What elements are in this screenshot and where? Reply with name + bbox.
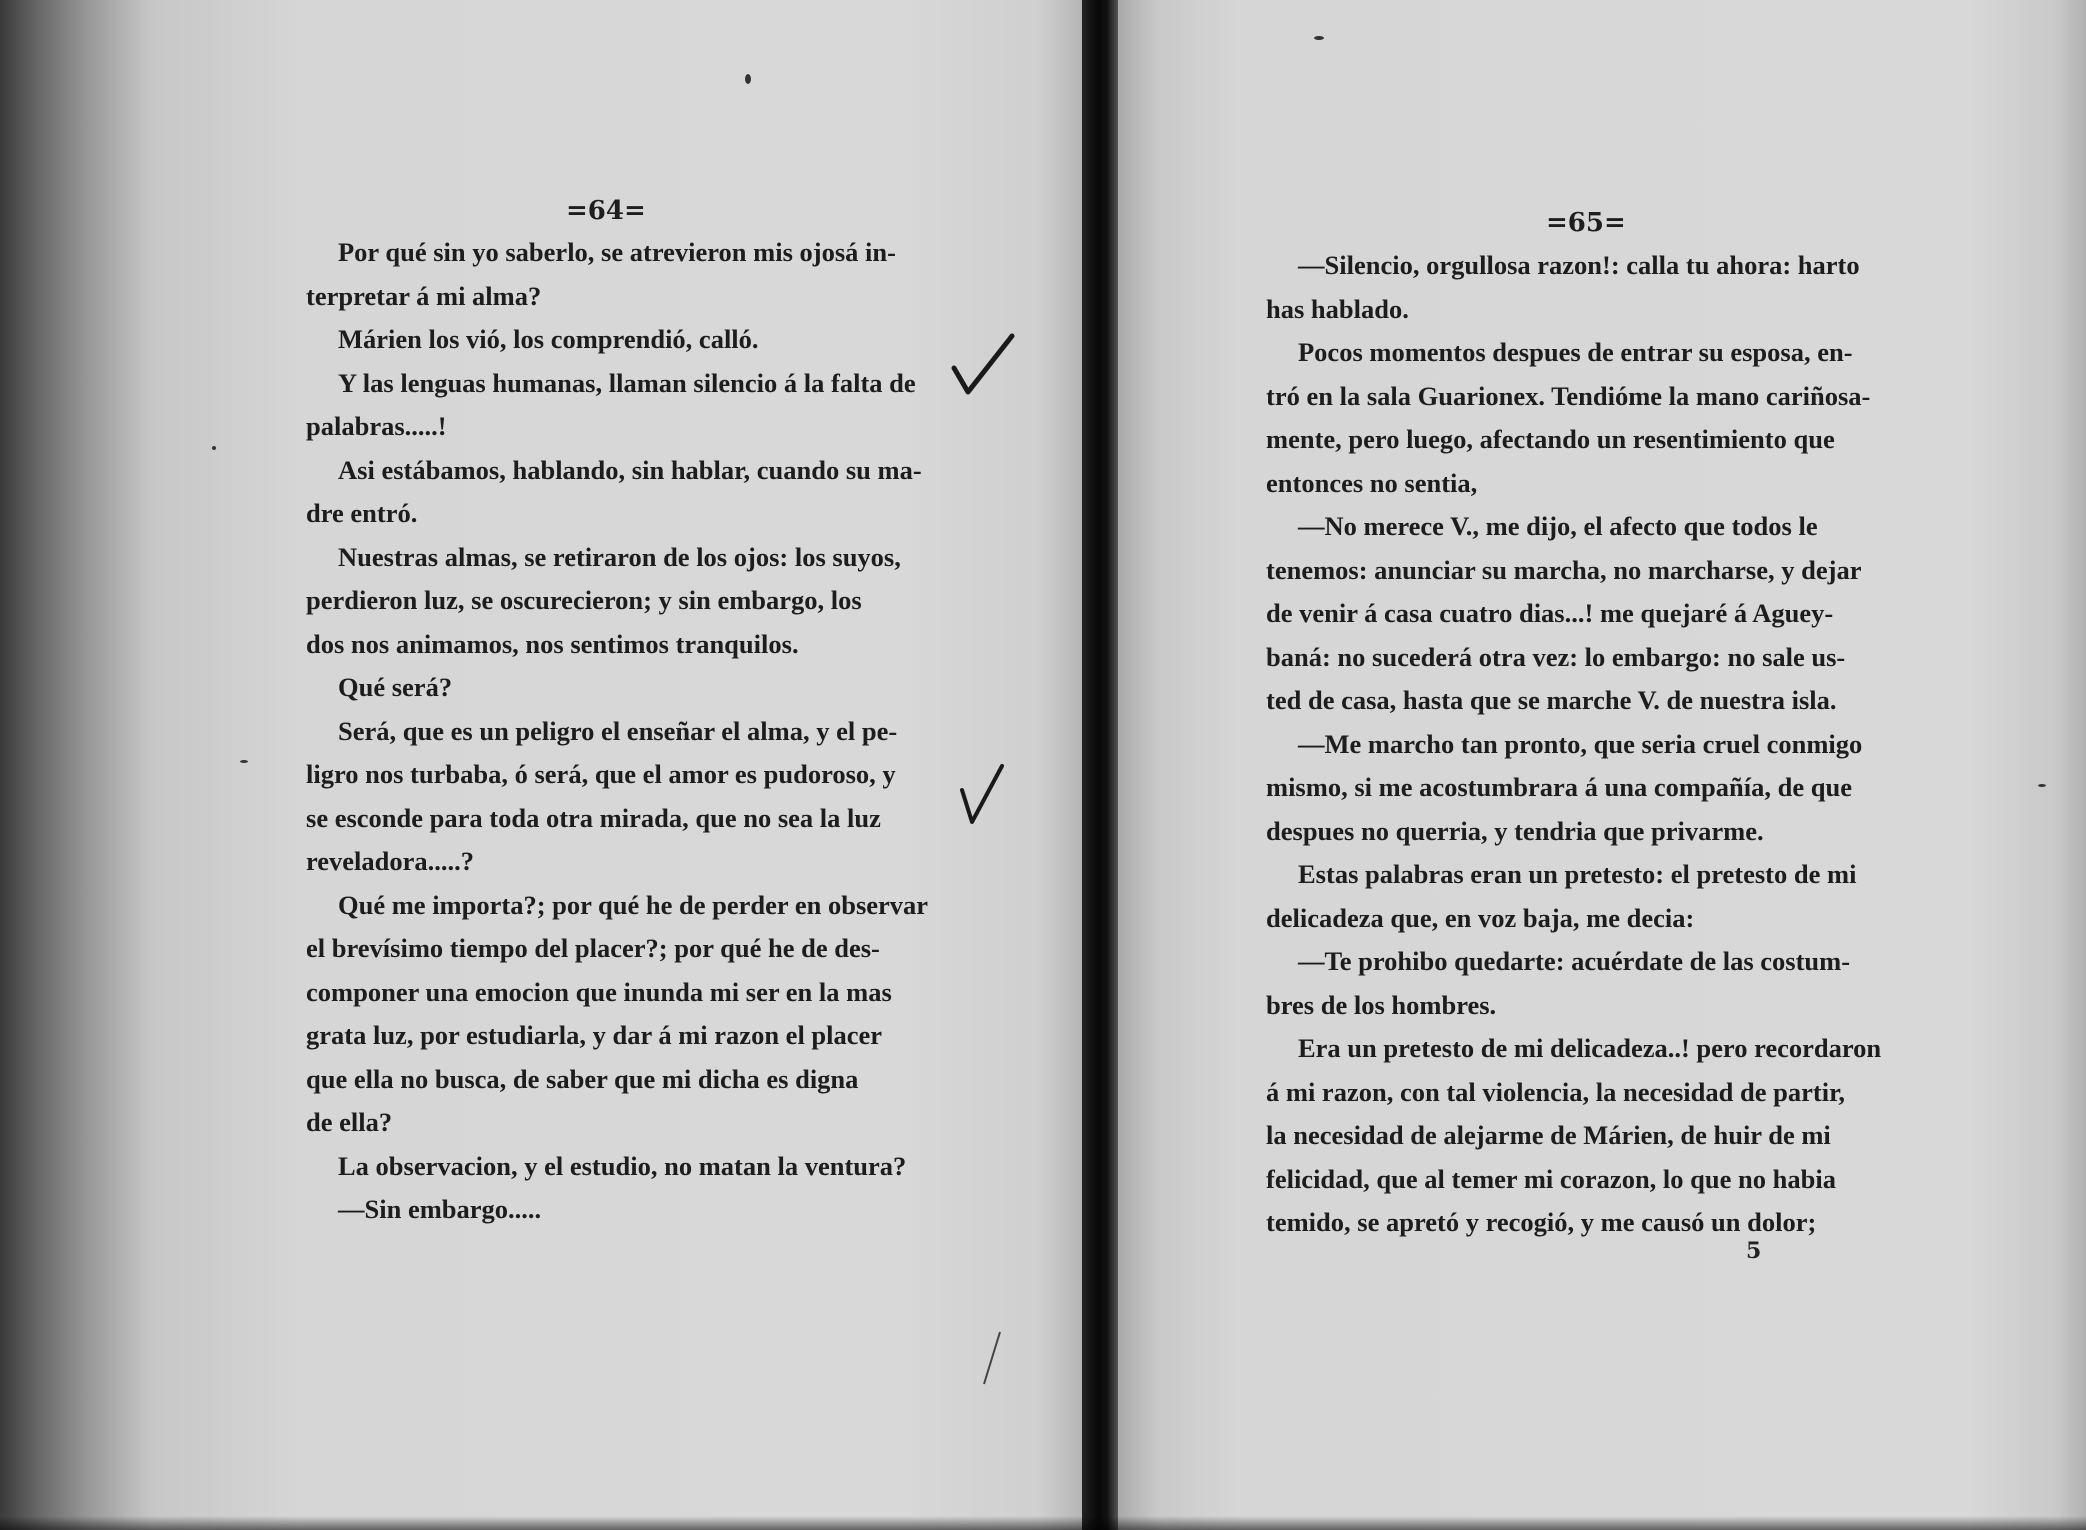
ink-speck: [212, 446, 216, 450]
text-line: Qué será?: [338, 672, 453, 702]
text-line: de venir á casa cuatro dias...! me quejaré á Aguey-: [1266, 598, 1834, 628]
text-line: dos nos animamos, nos sentimos tranquilos.: [306, 628, 799, 659]
book-gutter: [1082, 0, 1118, 1530]
text-line: delicadeza que, en voz baja, me decia:: [1266, 902, 1695, 933]
text-line: palabras.....!: [306, 411, 447, 441]
text-line: Por qué sin yo saberlo, se atrevieron mis ojosá in-: [338, 237, 896, 267]
text-line: á mi razon, con tal violencia, la necesidad de partir,: [1266, 1076, 1846, 1107]
text-line: se esconde para toda otra mirada, que no sea la luz: [306, 802, 881, 833]
page-bottom-shadow: [0, 1516, 2086, 1530]
page-number-left: =64=: [566, 196, 646, 226]
text-line: —Sin embargo.....: [338, 1194, 542, 1224]
text-line: reveladora.....?: [306, 846, 475, 876]
page-number-right: =65=: [1546, 208, 1626, 238]
ink-speck: [745, 74, 751, 84]
text-line: La observacion, y el estudio, no matan la ventura?: [338, 1150, 907, 1181]
text-line: la necesidad de alejarme de Márien, de huir de mi: [1266, 1120, 1831, 1150]
text-line: dre entró.: [306, 498, 418, 528]
ink-speck: [1314, 36, 1324, 40]
text-line: baná: no sucederá otra vez: lo embargo: no sale us-: [1266, 641, 1846, 672]
right-page-text: [1266, 244, 2010, 1245]
text-line: mismo, si me acostumbrara á una compañía, de que: [1266, 772, 1852, 802]
text-line: ligro nos turbaba, ó será, que el amor es pudoroso, y: [306, 759, 896, 789]
ink-speck: [2038, 784, 2046, 787]
text-line: temido, se apretó y recogió, y me causó un dolor;: [1266, 1207, 1817, 1237]
text-line: entonces no sentia,: [1266, 467, 1478, 498]
text-line: —Me marcho tan pronto, que seria cruel conmigo: [1298, 728, 1863, 759]
check-mark-icon: [958, 760, 1008, 830]
text-line: —No merece V., me dijo, el afecto que todos le: [1298, 511, 1818, 541]
text-line: Asi estábamos, hablando, sin hablar, cuando su ma-: [338, 454, 922, 485]
text-line: despues no querria, y tendria que privarme.: [1266, 815, 1764, 846]
text-line: Será, que es un peligro el enseñar el alma, y el pe-: [338, 715, 898, 746]
signature-mark: 5: [1746, 1238, 1762, 1264]
text-line: Qué me importa?; por qué he de perder en observar: [338, 889, 929, 920]
text-line: Y las lenguas humanas, llaman silencio á la falta de: [338, 367, 916, 398]
text-line: Nuestras almas, se retiraron de los ojos: los suyos,: [338, 541, 901, 572]
text-line: terpretar á mi alma?: [306, 280, 542, 311]
text-line: tró en la sala Guarionex. Tendióme la mano cariñosa-: [1266, 380, 1871, 411]
text-line: —Te prohibo quedarte: acuérdate de las costum-: [1298, 946, 1851, 976]
text-line: mente, pero luego, afectando un resentimiento que: [1266, 424, 1835, 454]
text-line: Pocos momentos despues de entrar su esposa, en-: [1298, 337, 1853, 367]
text-line: —Silencio, orgullosa razon!: calla tu ahora: harto: [1298, 250, 1860, 280]
text-line: Estas palabras eran un pretesto: el pretesto de mi: [1298, 859, 1857, 889]
text-line: felicidad, que al temer mi corazon, lo que no habia: [1266, 1163, 1836, 1194]
text-line: has hablado.: [1266, 293, 1409, 324]
text-line: componer una emocion que inunda mi ser en la mas: [306, 976, 892, 1007]
text-line: que ella no busca, de saber que mi dicha es digna: [306, 1063, 859, 1094]
pencil-stroke-icon: [976, 1328, 1006, 1388]
ink-speck: [240, 760, 248, 763]
text-line: Márien los vió, los comprendió, calló.: [338, 324, 759, 354]
text-line: ted de casa, hasta que se marche V. de nuestra isla.: [1266, 685, 1837, 715]
text-line: Era un pretesto de mi delicadeza..! pero recordaron: [1298, 1033, 1882, 1063]
text-line: grata luz, por estudiarla, y dar á mi razon el placer: [306, 1020, 883, 1050]
text-line: bres de los hombres.: [1266, 989, 1497, 1020]
text-line: tenemos: anunciar su marcha, no marcharse, y dejar: [1266, 554, 1862, 585]
check-mark-icon: [948, 330, 1018, 400]
right-page: [1118, 0, 2086, 1530]
text-line: el brevísimo tiempo del placer?; por qué he de des-: [306, 933, 880, 963]
left-page-text: [306, 231, 942, 1232]
text-line: de ella?: [306, 1107, 393, 1137]
text-line: perdieron luz, se oscurecieron; y sin embargo, los: [306, 585, 862, 615]
